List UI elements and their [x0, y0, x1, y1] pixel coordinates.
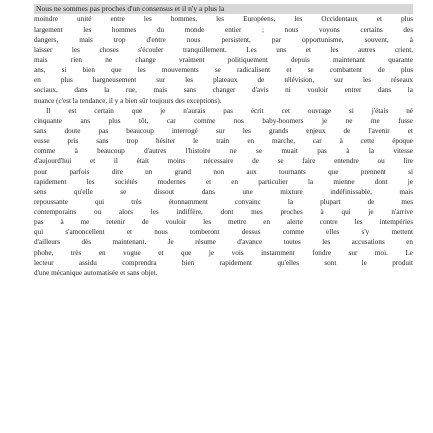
text-line: pas à me retenir de vouloir les mettre en alerte contre les intempéries [34, 218, 413, 227]
text-line: sens qu'elle se dissout dans une mixture indéfinissable, mais [34, 187, 413, 196]
text-line: cinquante ans plus tôt, car comme nos baby-boomers je ne me fusse [34, 116, 413, 125]
page-header-line: Nous ne sommes pas proches d'un consensus et il n'y a plus la [34, 4, 413, 14]
page-body [34, 14, 413, 278]
text-line: eusse pris sans trop hésiter le train en marche, car à cette époque [34, 137, 413, 146]
text-line: rapidement les sociétés modernes et en particulier la mienne dont je [34, 177, 413, 186]
text-line: nuance (c'est la tendance, il y a bien sûr toujours des exceptions). [34, 96, 222, 105]
text-line: Il est certain que je n'aurais pas écrit cet ouvrage si j'étais né [46, 106, 413, 115]
text-line: largement les hommes du monde entier ; nous voyons certains des [34, 25, 413, 34]
text-line: pour parfois dire un grand non aux tournants que prennent si [34, 167, 413, 176]
text-line: phobe, très en vogue et que je vois instamment fondre sur moi. Le [34, 248, 413, 257]
text-line: lecteur assidu comprendra bien rapidement qu'elles sont le produit [34, 258, 413, 267]
text-line: dangers, mais trop d'entre nous persistent, par opportunisme, souvent, à [34, 35, 413, 44]
text-line: laisser les choses s'écouler tranquillement. Les uns et les autres crient, [34, 45, 413, 54]
text-line: d'ailleurs dès maintenant. Je résume d'avance toutes les accusations en [34, 238, 413, 247]
text-line: contemporains ou alors les indiffère, dont mes proches à qui je n'arrive [34, 208, 413, 217]
text-line: d'une mécanique automatisée et sans objet. [34, 268, 158, 277]
text-line: mais rien ne change vraiment politiquement depuis maintenant quarante [34, 55, 413, 64]
paragraph [34, 106, 413, 278]
text-line: sans doute pas beaucoup interrogé sur les grands enjeux de l'avenir et [34, 126, 413, 135]
text-line: d'aujourd'hui et il était moins nécessaire de se faire entendre ou lire [34, 157, 413, 166]
text-line: comme à beaucoup d'autres l'histoire ne se muait pas à la vitesse [34, 147, 413, 156]
text-line: sociaux, dans la rue, mais sans changer d'avis ni vouloir entrer dans la [34, 86, 413, 95]
text-line: en plus hargneusement sur les plateaux de télévision, sur les réseaux [34, 76, 413, 85]
text-line: ans, si bien que les mouvements se radicalisent et se combattent de plus [34, 66, 413, 75]
text-line: repoussante qui très étonnamment convainc la plupart de mes [34, 197, 413, 206]
text-line: qui s'amoncellent et nous tomberont dessus comme elles s'y mettent [34, 228, 413, 237]
paragraph [34, 14, 413, 105]
text-line: moindre unité entre les hommes, les Européens, les Occidentaux et plus [34, 15, 413, 24]
